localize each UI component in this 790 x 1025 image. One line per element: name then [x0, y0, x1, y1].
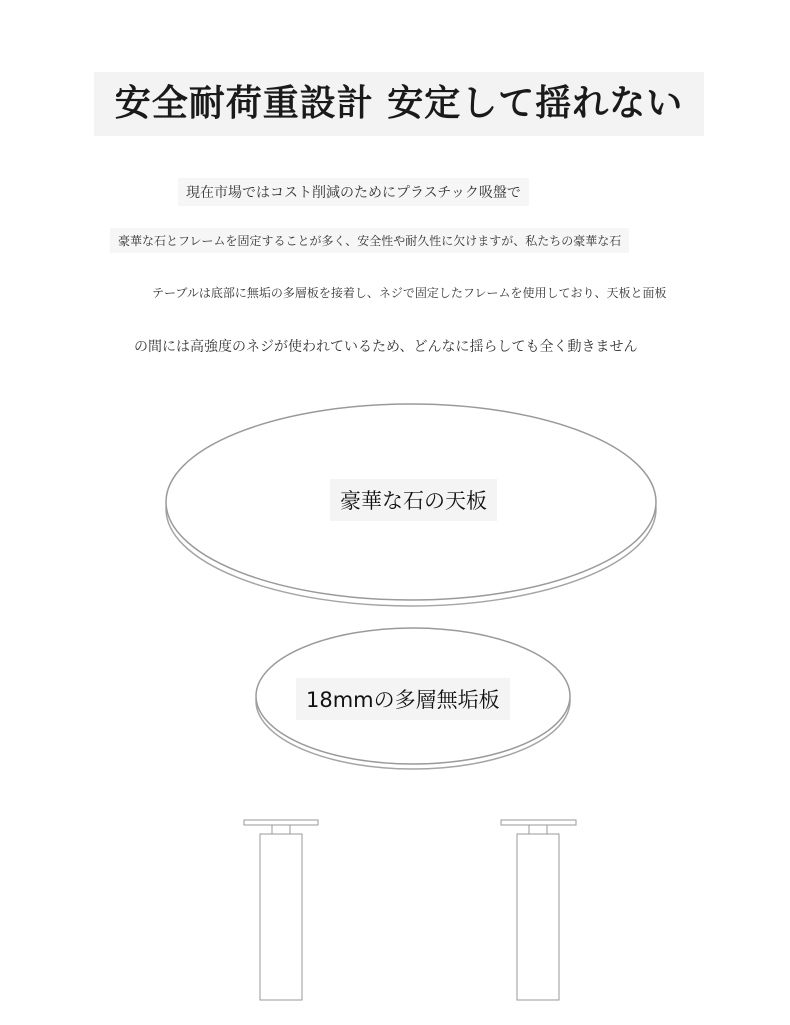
leg-column-left [260, 834, 302, 1000]
table-leg-left [244, 820, 318, 1000]
description-line-2: 豪華な石とフレームを固定することが多く、安全性や耐久性に欠けますが、私たちの豪華な石 [110, 228, 629, 253]
multilayer-board-label: 18mmの多層無垢板 [296, 678, 510, 720]
leg-mount-plate-right [501, 820, 576, 825]
leg-connector-left [272, 825, 290, 834]
stone-tabletop-label: 豪華な石の天板 [330, 479, 497, 521]
page-title: 安全耐荷重設計 安定して揺れない [114, 83, 684, 124]
description-line-3: テーブルは底部に無垢の多層板を接着し、ネジで固定したフレームを使用しており、天板と面板 [144, 280, 674, 305]
table-leg-right [501, 820, 576, 1000]
leg-mount-plate-left [244, 820, 318, 825]
description-line-4: の間には高強度のネジが使われているため、どんなに揺らしても全く動きません [126, 332, 645, 360]
leg-column-right [517, 834, 559, 1000]
description-line-1: 現在市場ではコスト削減のためにプラスチック吸盤で [178, 178, 529, 206]
leg-connector-right [529, 825, 547, 834]
